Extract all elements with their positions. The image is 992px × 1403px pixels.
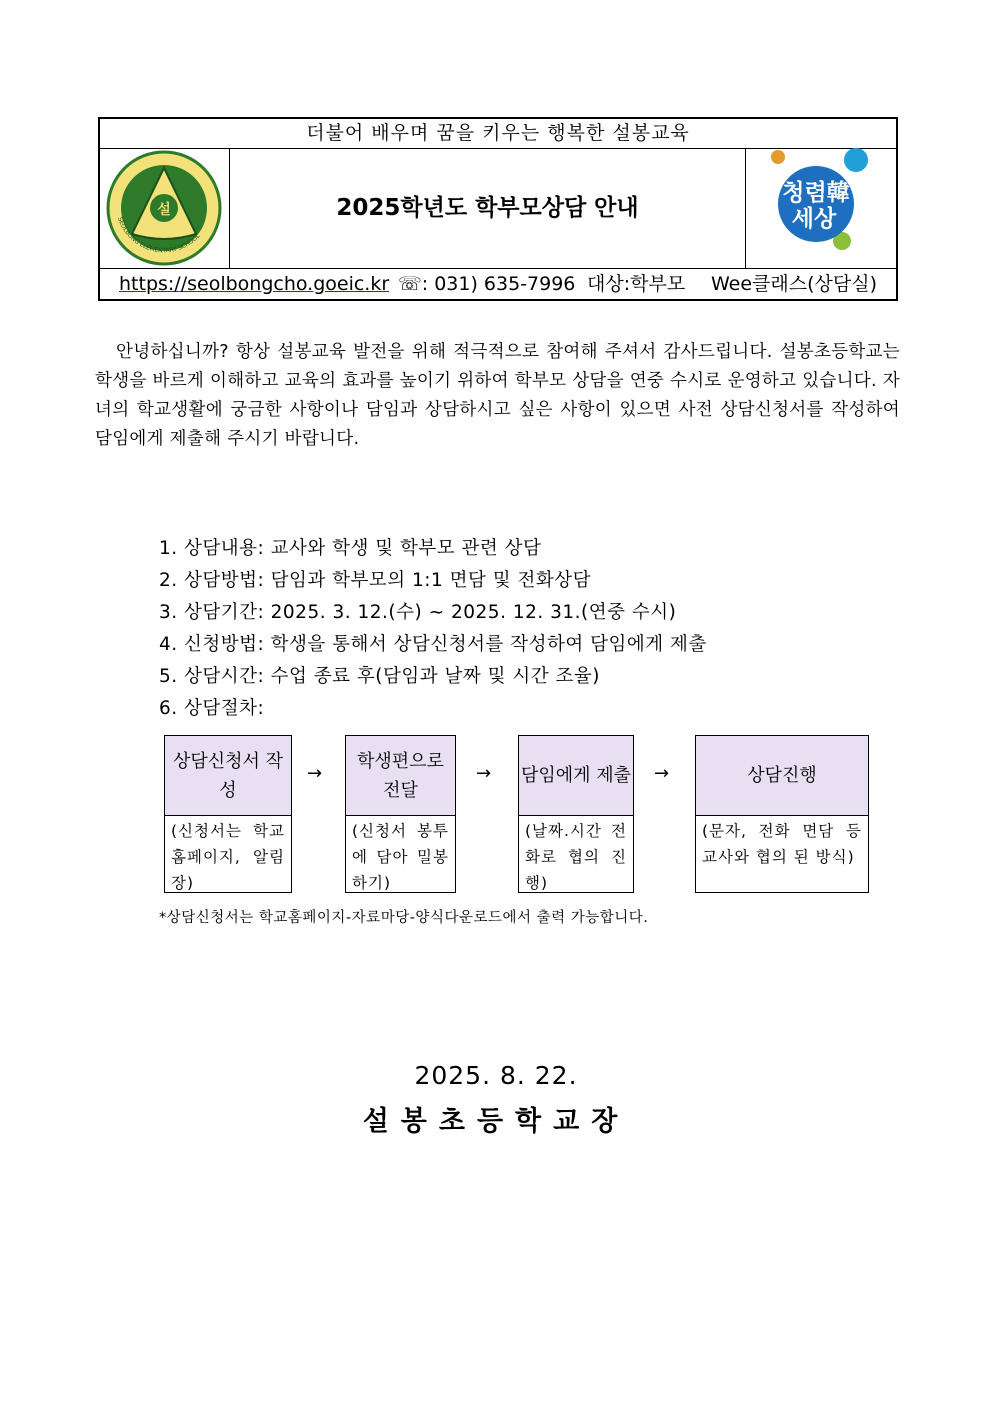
flow-step-label: 학생편으로 전달 — [346, 736, 455, 816]
arrow-icon: → — [307, 763, 323, 784]
phone-number — [398, 269, 575, 299]
flow-step-label: 담임에게 제출 — [519, 736, 633, 816]
svg-text:세상: 세상 — [791, 206, 837, 232]
list-item: 5. 상담시간: 수업 종료 후(담임과 날짜 및 시간 조율) — [159, 666, 600, 687]
page-title: 2025학년도 학부모상담 안내 — [336, 195, 639, 221]
flow-step-detail: (신청서는 학교홈페이지, 알림장) — [171, 822, 285, 892]
list-item: 1. 상담내용: 교사와 학생 및 학부모 관련 상담 — [159, 538, 542, 559]
flow-step-label: 상담진행 — [696, 736, 868, 816]
list-item: 4. 신청방법: 학생을 통해서 상담신청서를 작성하여 담임에게 제출 — [159, 634, 707, 655]
principal-signature: 설봉초등학교장 — [362, 1106, 630, 1137]
integrity-logo-cell — [745, 148, 897, 268]
flow-step-detail: (신청서 봉투에 담아 밀봉하기) — [352, 822, 449, 892]
form-download-note: *상담신청서는 학교홈페이지-자료마당-양식다운로드에서 출력 가능합니다. — [159, 910, 649, 926]
phone-text: : 031) 635-7996 — [421, 273, 576, 295]
intro-text: 안녕하십니까? 항상 설봉교육 발전을 위해 적극적으로 참여해 주셔서 감사드립니다. 설봉초등학교는 학생을 바르게 이해하고 교육의 효과를 높이기 위하여 학부모 상담을 연중 수시로 운영하고 있습니다. 자녀의 학교생활에 궁금한 사항이나 담임과 상담하시고 싶은 사항이 있으면 사전 상담신청서를 작성하여 담임에게 제출해 주시기 바랍니다. — [95, 342, 900, 449]
arrow-icon: → — [476, 763, 492, 784]
svg-text:청렴韓: 청렴韓 — [782, 180, 850, 206]
flow-step-4 — [695, 735, 869, 893]
svg-text:설: 설 — [157, 202, 171, 218]
list-item: 3. 상담기간: 2025. 3. 12.(수) ~ 2025. 12. 31.(연중 수시) — [159, 602, 677, 623]
school-logo-cell — [100, 148, 230, 268]
list-item: 2. 상담방법: 담임과 학부모의 1:1 면담 및 전화상담 — [159, 570, 592, 591]
info-list — [159, 533, 879, 725]
motto: 더불어 배우며 꿈을 키우는 행복한 설봉교육 — [100, 119, 896, 149]
target-audience: 대상:학부모 — [587, 273, 686, 295]
title-row — [100, 148, 896, 269]
integrity-logo — [746, 148, 897, 268]
telephone-icon: ☏ — [398, 273, 422, 295]
intro-paragraph — [95, 338, 900, 454]
school-url-link[interactable]: https://seolbongcho.goeic.kr — [119, 273, 390, 295]
flow-step-detail: (날짜.시간 전화로 협의 진행) — [525, 822, 627, 892]
issue-date: 2025. 8. 22. — [414, 1061, 578, 1090]
header-table — [98, 117, 898, 301]
contact-row — [100, 269, 896, 299]
flow-step-2 — [345, 735, 456, 893]
list-item: 6. 상담절차: — [159, 698, 265, 719]
flow-step-detail: (문자, 전화 면담 등 교사와 협의 된 방식) — [702, 822, 862, 866]
flow-step-1 — [164, 735, 292, 893]
school-logo-text: SEOLBONG ELEMENTARY SCHOOL — [116, 216, 202, 255]
arrow-icon: → — [654, 763, 670, 784]
flow-step-label: 상담신청서 작성 — [165, 736, 291, 816]
flow-step-3 — [518, 735, 634, 893]
school-logo — [100, 148, 229, 268]
wee-class: Wee클래스(상담실) — [711, 273, 878, 295]
